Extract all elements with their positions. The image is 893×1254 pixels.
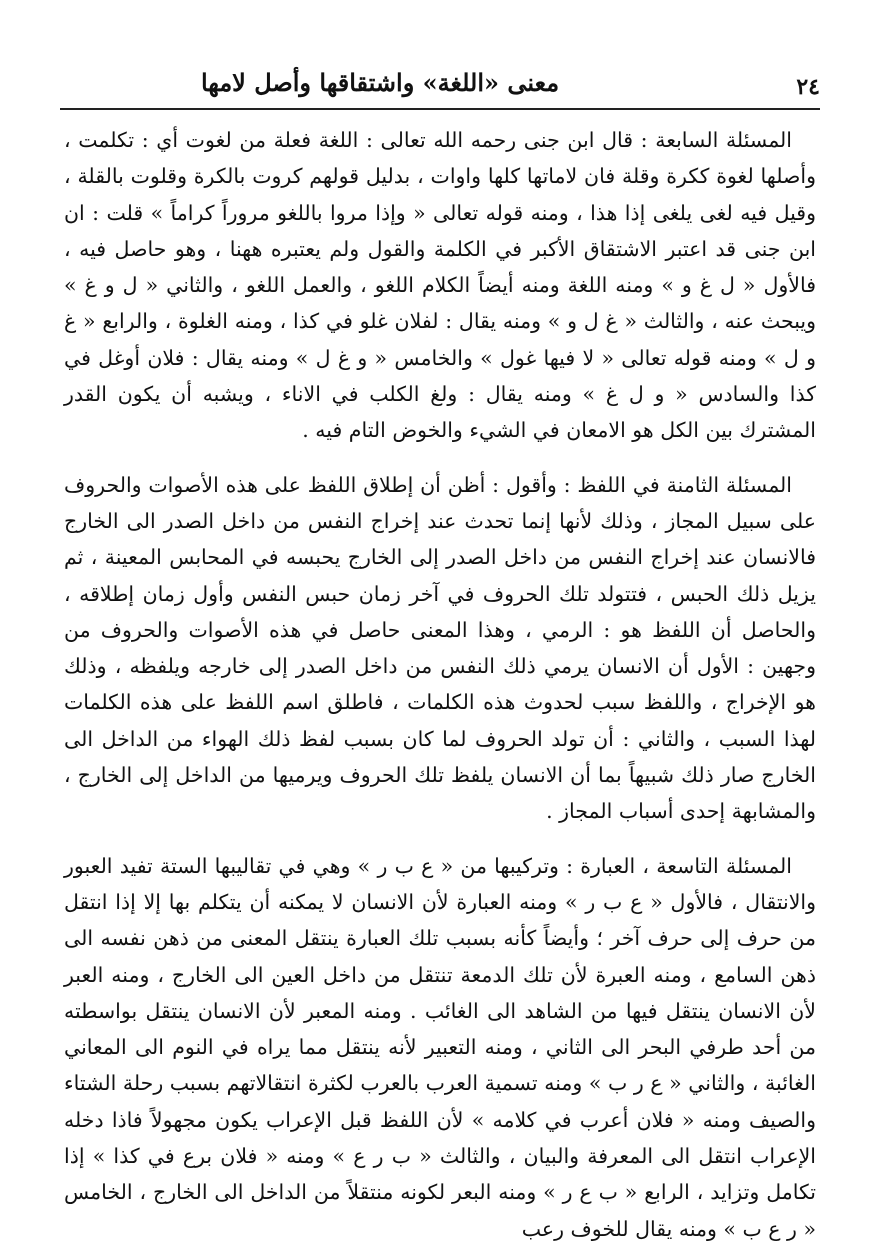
paragraph-eighth-question: المسئلة الثامنة في اللفظ : وأقول : أظن أن إطلاق اللفظ على هذه الأصوات والحروف على سبيل المجاز ، وذلك لأنها إنما تحدث عند إخراج النفس من داخل الصدر الى الخارج فالانسان عند إخراج النفس من داخل الصدر إلى الخارج يحبسه في المحابس المعينة ، ثم يزيل ذلك الحبس ، فتتولد تلك الحروف في آخر زمان حبس النفس وأول زمان إطلاقه ، والحاصل أن اللفظ هو : الرمي ، وهذا المعنى حاصل في هذه الأصوات والحروف من وجهين : الأول أن الانسان يرمي ذلك النفس من داخل الصدر إلى خارجه ويلفظه ، وذلك هو الإخراج ، واللفظ سبب لحدوث هذه الكلمات ، فاطلق اسم اللفظ على هذه الكلمات لهذا السبب ، والثاني : أن تولد الحروف لما كان بسبب لفظ ذلك الهواء من الداخل الى الخارج صار ذلك شبيهاً بما أن الانسان يلفظ تلك الحروف ويرميها من الداخل إلى الخارج ، والمشابهة إحدى أسباب المجاز . <box>64 472 816 824</box>
paragraph-seventh-question: المسئلة السابعة : قال ابن جنى رحمه الله تعالى : اللغة فعلة من لغوت أي : تكلمت ، وأصلها لغوة ككرة وقلة فان لاماتها كلها واوات ، بدليل قولهم كروت بالكرة وقلوت بالقلة ، وقيل فيه لغى يلغى إذا هذا ، ومنه قوله تعالى « وإذا مروا باللغو مروراً كراماً » قلت : ان ابن جنى قد اعتبر الاشتقاق الأكبر في الكلمة والقول ولم يعتبره ههنا ، وهو حاصل فيه ، فالأول « ل غ و » ومنه اللغة ومنه أيضاً الكلام اللغو ، والعمل اللغو ، والثاني « ل و غ » ويبحث عنه ، والثالث « غ ل و » ومنه يقال : لفلان غلو في كذا ، ومنه الغلوة ، والرابع « غ و ل » ومنه قوله تعالى « لا فيها غول » والخامس « و غ ل » ومنه يقال : فلان أوغل في كذا والسادس « و ل غ » ومنه يقال : ولغ الكلب في الاناء ، ويشبه أن يكون القدر المشترك بين الكل هو الامعان في الشيء والخوض التام فيه . <box>64 128 816 443</box>
paragraph-ninth-question: المسئلة التاسعة ، العبارة : وتركيبها من « ع ب ر » وهي في تقاليبها الستة تفيد العبور والانتقال ، فالأول « ع ب ر » ومنه العبارة لأن الانسان لا يمكنه أن يتكلم بها إلا إذا انتقل من حرف إلى حرف آخر ؛ وأيضاً كأنه بسبب تلك العبارة ينتقل المعنى من ذهن نفسه الى ذهن السامع ، ومنه العبرة لأن تلك الدمعة تنتقل من داخل العين الى الخارج ، ومنه العبر لأن الانسان ينتقل فيها من الشاهد الى الغائب . ومنه المعبر لأن الانسان ينتقل بواسطته من أحد طرفي البحر الى الثاني ، ومنه التعبير لأنه ينتقل مما يراه في النوم الى المعاني الغائبة ، والثاني « ع ر ب » ومنه تسمية العرب بالعرب لكثرة انتقالاتهم بسبب رحلة الشتاء والصيف ومنه « فلان أعرب في كلامه » لأن اللفظ قبل الإعراب يكون مجهولاً فاذا دخله الإعراب انتقل الى المعرفة والبيان ، والثالث « ب ر ع » ومنه « فلان برع في كذا » إذا تكامل وتزايد ، الرابع « ب ع ر » ومنه البعر لكونه منتقلاً من الداخل الى الخارج ، الخامس « ر ع ب » ومنه يقال للخوف رعب <box>64 853 816 1241</box>
page-number: ٢٤ <box>796 74 820 100</box>
page-body <box>64 122 816 1247</box>
running-title: معنى «اللغة» واشتقاقها وأصل لامها <box>200 68 560 97</box>
page-header <box>60 60 820 110</box>
